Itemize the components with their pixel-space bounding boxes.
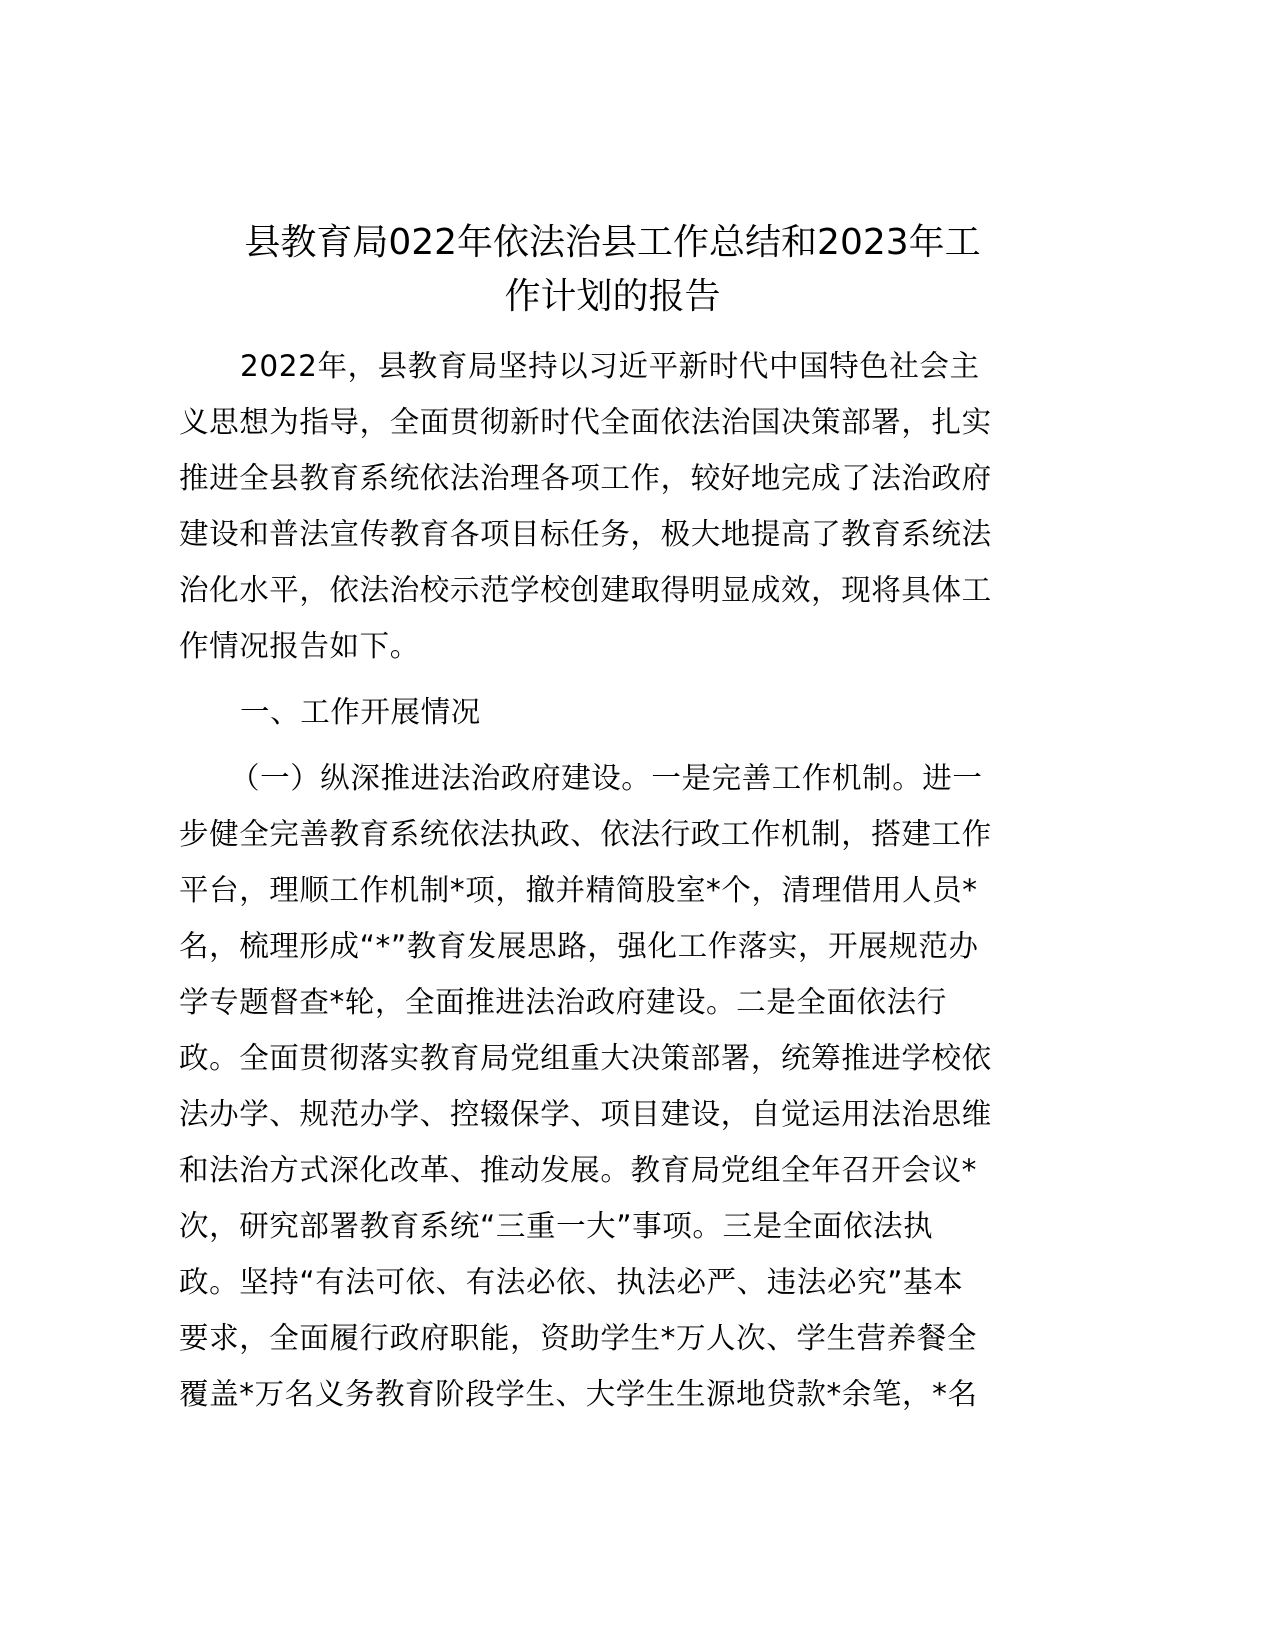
section1-paragraph-line: 政。全面贯彻落实教育局党组重大决策部署，统筹推进学校依 [179,1041,992,1075]
section1-paragraph-line: 平台，理顺工作机制*项，撤并精简股室*个，清理借用人员* [179,873,978,907]
section1-paragraph-line: 步健全完善教育系统依法执政、依法行政工作机制，搭建工作 [179,817,992,851]
section-heading: 一、工作开展情况 [240,695,481,729]
intro-paragraph-line: 2022年，县教育局坚持以习近平新时代中国特色社会主 [240,349,980,383]
intro-paragraph-line: 建设和普法宣传教育各项目标任务，极大地提高了教育系统法 [179,517,992,551]
intro-paragraph-line: 推进全县教育系统依法治理各项工作，较好地完成了法治政府 [179,461,992,495]
section1-paragraph-line: 学专题督查*轮，全面推进法治政府建设。二是全面依法行 [179,985,947,1019]
intro-paragraph-line: 作情况报告如下。 [179,629,420,663]
section1-paragraph-line: 政。坚持“有法可依、有法必依、执法必严、违法必究”基本 [179,1265,964,1299]
intro-paragraph-line: 义思想为指导，全面贯彻新时代全面依法治国决策部署，扎实 [179,405,992,439]
document-title-line-2: 作计划的报告 [504,276,721,317]
document-title-line-1: 县教育局022年依法治县工作总结和2023年工 [244,222,981,263]
section1-paragraph-line: 次，研究部署教育系统“三重一大”事项。三是全面依法执 [179,1209,934,1243]
section1-paragraph-line: 和法治方式深化改革、推动发展。教育局党组全年召开会议* [179,1153,977,1187]
section1-paragraph-line: 要求，全面履行政府职能，资助学生*万人次、学生营养餐全 [179,1321,977,1355]
section1-paragraph-line: （一）纵深推进法治政府建设。一是完善工作机制。进一 [230,761,983,795]
section1-paragraph-line: 覆盖*万名义务教育阶段学生、大学生生源地贷款*余笔，*名 [179,1377,978,1411]
section1-paragraph-line: 法办学、规范办学、控辍保学、项目建设，自觉运用法治思维 [179,1097,992,1131]
intro-paragraph-line: 治化水平，依法治校示范学校创建取得明显成效，现将具体工 [179,573,992,607]
section1-paragraph-line: 名，梳理形成“*”教育发展思路，强化工作落实，开展规范办 [179,929,979,963]
